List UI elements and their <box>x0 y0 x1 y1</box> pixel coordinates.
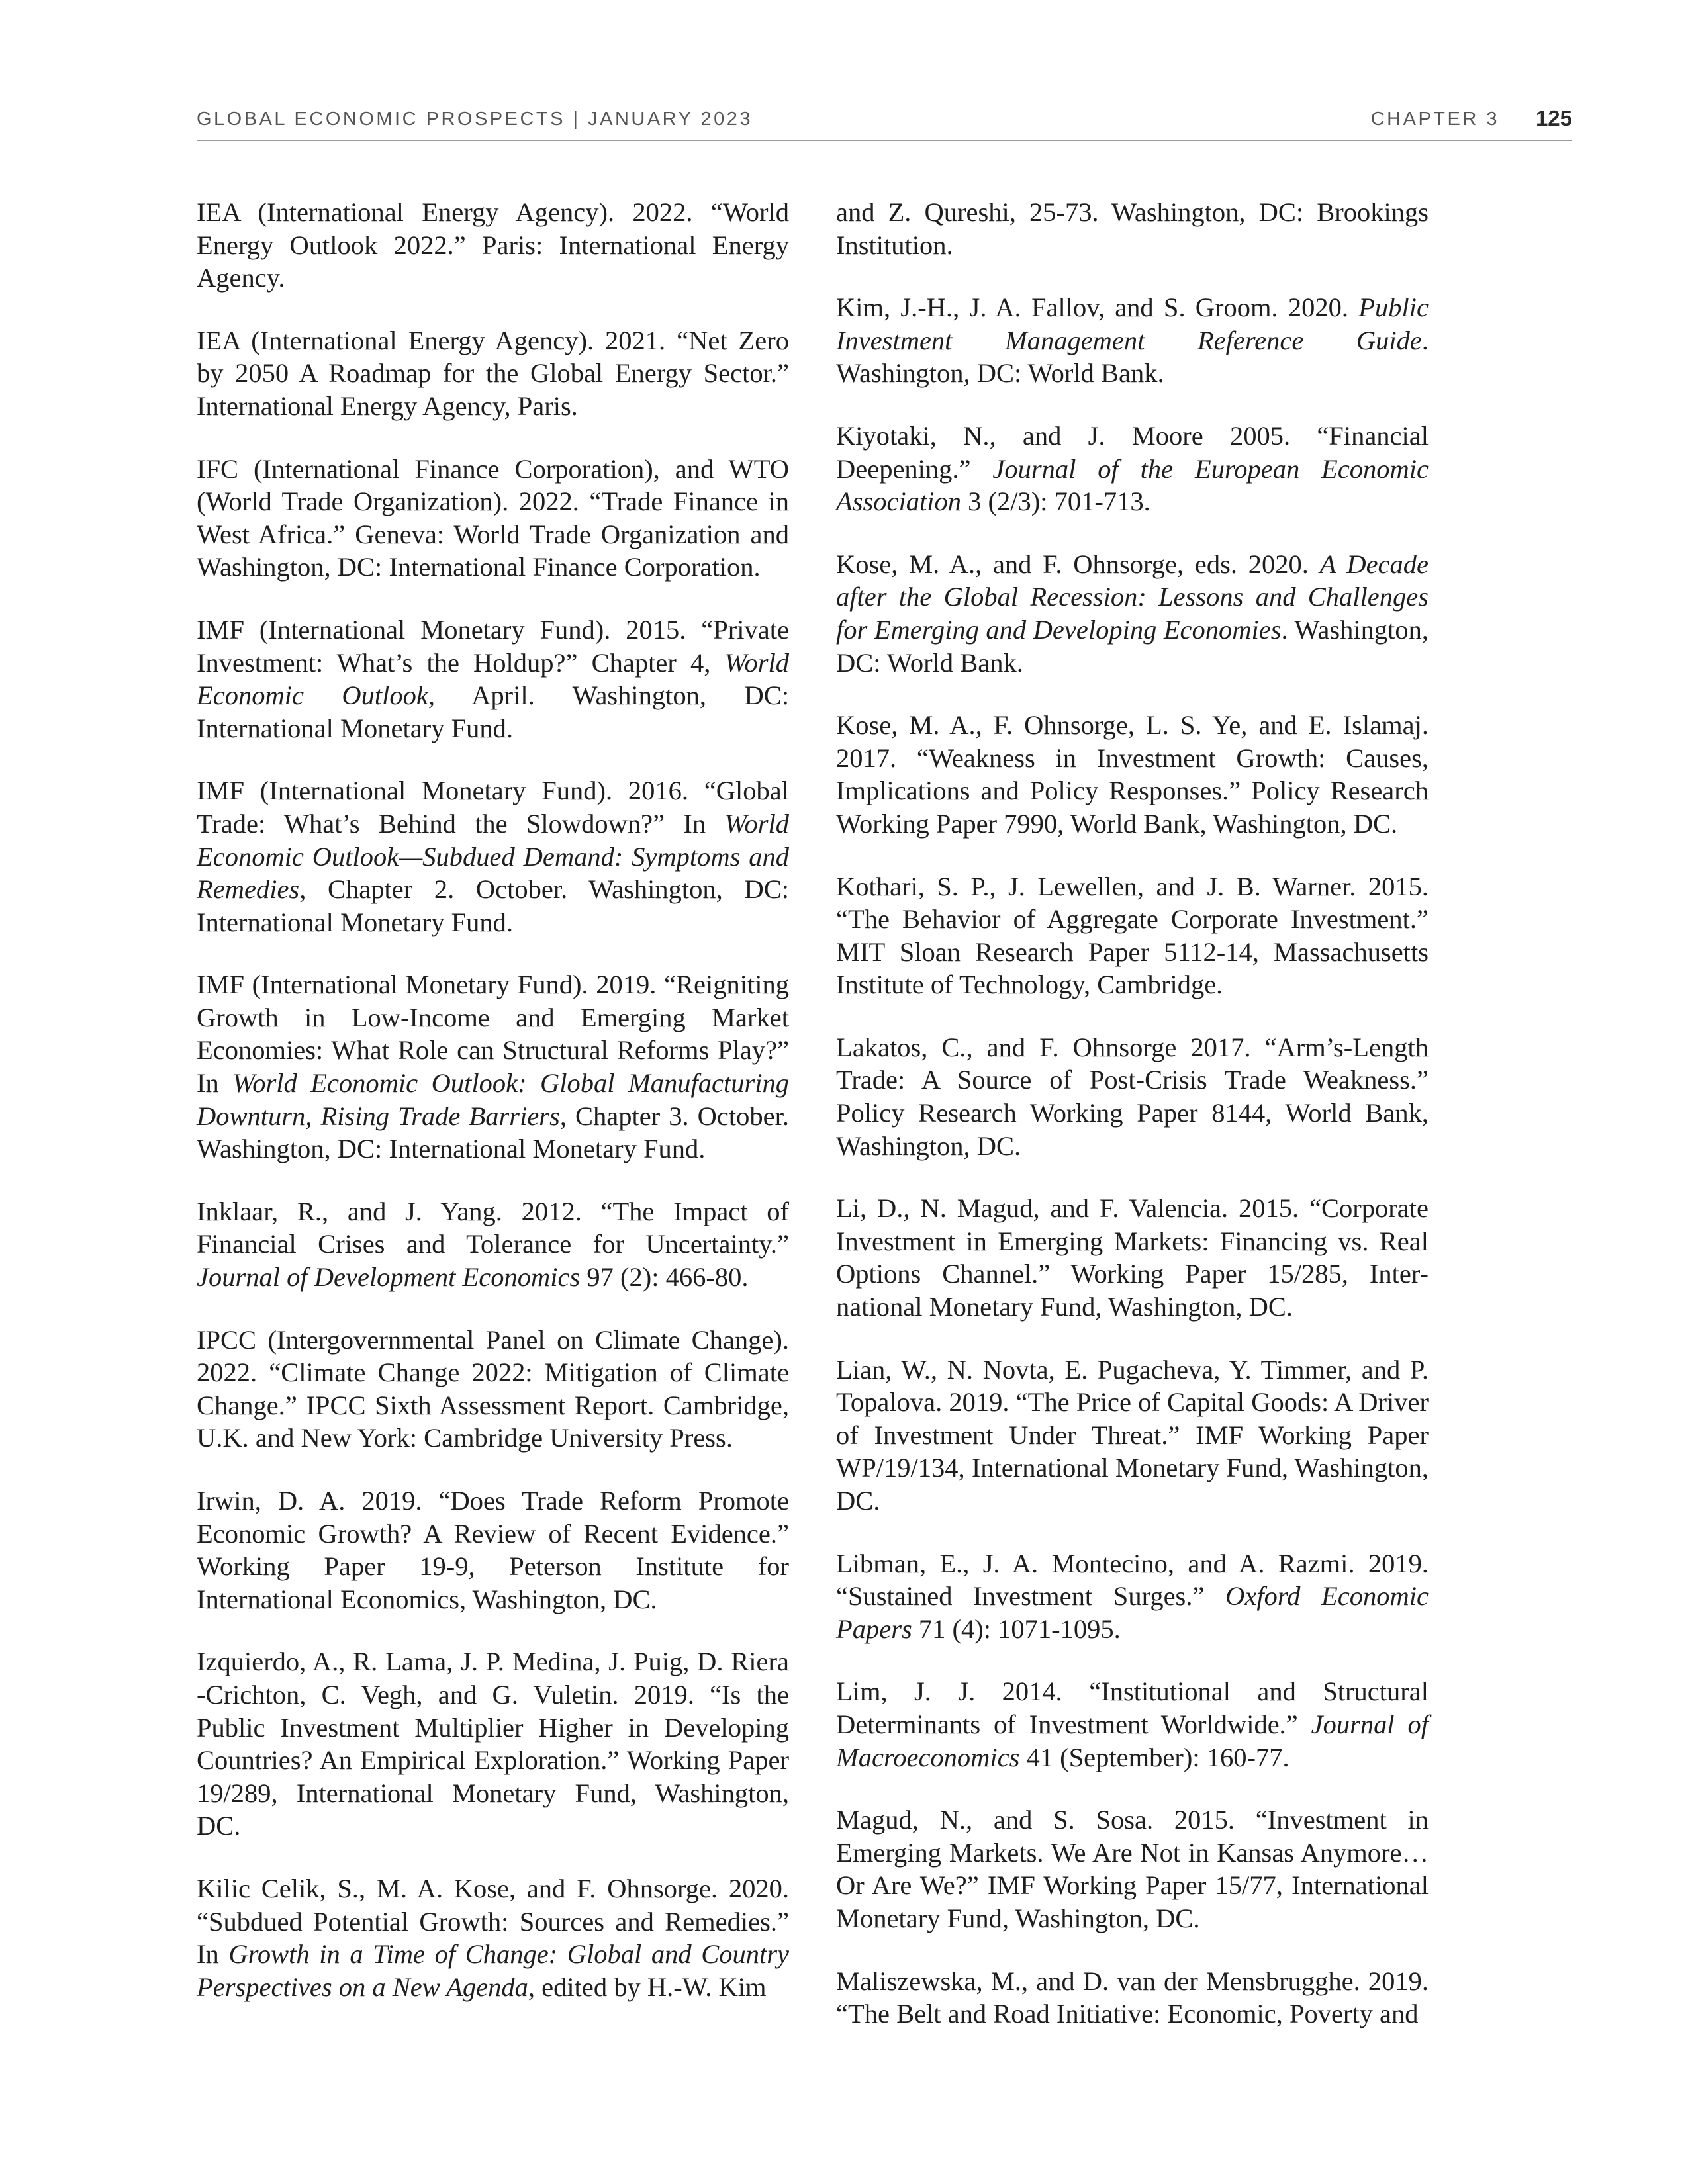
reference-title-italic: A Decade after the Global Recession: Lessons and Challenges for Emerging and Developing Economies <box>836 549 1429 645</box>
reference-entry <box>197 324 789 423</box>
reference-text: , Chapter 3. October. Washington, DC: International Monetary Fund. <box>197 1101 789 1164</box>
reference-text: , edited by H.-W. Kim <box>528 1972 767 2002</box>
publication-title: GLOBAL ECONOMIC PROSPECTS | JANUARY 2023 <box>197 109 753 130</box>
reference-text: , Chapter 2. October. Washington, DC: International Monetary Fund. <box>197 874 789 937</box>
reference-text: IPCC (Intergovernmental Panel on Climate Change). 2022. “Climate Change 2022: Mitigation of Climate Change.” IPCC Sixth Assessment Report. Cambridge, U.K. and New York: Cambridge University Press. <box>197 1324 789 1453</box>
reference-text: Kim, J.-H., J. A. Fallov, and S. Groom. 2020. <box>836 293 1359 323</box>
reference-text: Kilic Celik, S., M. A. Kose, and F. Ohnsorge. 2020. “Subdued Potential Growth: Sources and Remedies.” In <box>197 1873 789 1970</box>
reference-text: Inklaar, R., and J. Yang. 2012. “The Impact of Financial Crises and Tolerance for Uncertainty.” <box>197 1196 789 1259</box>
reference-text: Libman, E., J. A. Montecino, and A. Razmi. 2019. “Sustained Investment Surges.” <box>836 1548 1429 1612</box>
reference-entry <box>197 1324 789 1455</box>
reference-text: IEA (International Energy Agency). 2022. “World Energy Outlook 2022.” Paris: International Energy Agency. <box>197 197 789 293</box>
reference-entry <box>836 291 1429 390</box>
reference-entry <box>836 870 1429 1001</box>
reference-text: IEA (International Energy Agency). 2021. “Net Zero by 2050 A Roadmap for the Global Energy Sector.” International Energy Agency, Paris. <box>197 325 789 421</box>
reference-text: 41 (September): 160-77. <box>1019 1742 1289 1772</box>
reference-entry <box>197 1872 789 2003</box>
reference-title-italic: World Economic Outlook <box>197 647 789 711</box>
reference-text: Lian, W., N. Novta, E. Pugacheva, Y. Timmer, and P. Topalova. 2019. “The Price of Capital Goods: A Driver of Investment Under Threat.” IMF Working Paper WP/19/134, International Monetary Fund, Washington, DC. <box>836 1354 1429 1516</box>
references-left-column <box>197 196 789 2033</box>
reference-entry <box>836 1803 1429 1934</box>
reference-title-italic: Growth in a Time of Change: Global and Country Perspectives on a New Agenda <box>197 1939 789 2002</box>
reference-text: Kose, M. A., and F. Ohnsorge, eds. 2020. <box>836 549 1320 579</box>
header-rule <box>197 140 1572 141</box>
reference-entry <box>197 1484 789 1615</box>
reference-text: IMF (International Monetary Fund). 2016. “Global Trade: What’s Behind the Slowdown?” In <box>197 776 789 839</box>
reference-text: Irwin, D. A. 2019. “Does Trade Reform Promote Economic Growth? A Review of Recent Evidence.” Working Paper 19-9, Peterson Institute for International Economics, Washington, DC. <box>197 1486 789 1614</box>
reference-title-italic: World Economic Outlook: Global Manufacturing Downturn, Rising Trade Barriers <box>197 1068 789 1131</box>
reference-text: and Z. Qureshi, 25-73. Washington, DC: Brookings Institution. <box>836 197 1429 260</box>
reference-entry <box>197 196 789 295</box>
reference-text: IFC (International Finance Corporation), and WTO (World Trade Organization). 2022. “Trade Finance in West Africa.” Geneva: World Trade Organization and Washington, DC: International Finance Corporation. <box>197 453 789 582</box>
reference-text: Kose, M. A., F. Ohnsorge, L. S. Ye, and E. Islamaj. 2017. “Weakness in Investment Growth: Causes, Implications and Policy Responses.” Policy Research Working Paper 7990, World Bank, Washington, DC. <box>836 710 1429 839</box>
reference-text: 3 (2/3): 701-713. <box>961 486 1150 517</box>
reference-entry <box>836 1192 1429 1323</box>
reference-text: . Washington, DC: World Bank. <box>836 614 1429 678</box>
reference-text: . Washington, DC: World Bank. <box>836 325 1429 388</box>
chapter-label: CHAPTER 3 <box>1370 109 1499 130</box>
reference-entry <box>836 1547 1429 1646</box>
reference-text: 97 (2): 466-80. <box>580 1262 749 1293</box>
reference-text: Kothari, S. P., J. Lewellen, and J. B. Warner. 2015. “The Behavior of Aggregate Corporate Investment.” MIT Sloan Research Paper 5112-14, Massachusetts Institute of Technology, Cambridge. <box>836 871 1429 1000</box>
references-right-column <box>836 196 1429 2060</box>
reference-entry <box>836 420 1429 518</box>
reference-text: Izquierdo, A., R. Lama, J. P. Medina, J. Puig, D. Riera -Crichton, C. Vegh, and G. Vuletin. 2019. “Is the Public Investment Multiplier Higher in Developing Countries? An Empirical Exploration.” Working Paper 19/289, International Monetary Fund, Washington, DC. <box>197 1647 789 1841</box>
reference-text: Li, D., N. Magud, and F. Valencia. 2015. “Corporate Investment in Emerging Markets: Financing vs. Real Options Channel.” Working Paper 15/285, Inter-national Monetary Fund, Washington, DC. <box>836 1193 1429 1322</box>
reference-text: Kiyotaki, N., and J. Moore 2005. “Financial Deepening.” <box>836 420 1429 484</box>
reference-text: , April. Washington, DC: International Monetary Fund. <box>197 680 789 743</box>
reference-title-italic: Journal of Macroeconomics <box>836 1709 1429 1772</box>
reference-title-italic: World Economic Outlook—Subdued Demand: Symptoms and Remedies <box>197 808 789 905</box>
reference-text: Lim, J. J. 2014. “Institutional and Structural Determinants of Investment Worldwide.” <box>836 1676 1429 1739</box>
reference-entry <box>197 774 789 938</box>
page-number: 125 <box>1535 106 1572 130</box>
reference-text: IMF (International Monetary Fund). 2015. “Private Investment: What’s the Holdup?” Chapter 4, <box>197 614 789 678</box>
reference-entry <box>197 614 789 745</box>
reference-text: IMF (International Monetary Fund). 2019. “Reigniting Growth in Low-Income and Emerging Market Economies: What Role can Structural Reforms Play?” In <box>197 970 789 1099</box>
reference-entry <box>836 1353 1429 1518</box>
reference-title-italic: Journal of Development Economics <box>197 1262 581 1293</box>
reference-entry <box>197 1645 789 1843</box>
reference-entry <box>836 1965 1429 2030</box>
reference-text: 71 (4): 1071-1095. <box>912 1614 1121 1644</box>
reference-entry <box>197 968 789 1165</box>
reference-text: Lakatos, C., and F. Ohnsorge 2017. “Arm’s-Length Trade: A Source of Post-Crisis Trade Weakness.” Policy Research Working Paper 8144, World Bank, Washington, DC. <box>836 1032 1429 1161</box>
reference-entry <box>197 1195 789 1294</box>
reference-title-italic: Journal of the European Economic Association <box>836 453 1429 517</box>
reference-title-italic: Public Investment Management Reference Guide <box>836 293 1429 355</box>
reference-entry <box>836 1675 1429 1774</box>
running-header <box>197 106 1572 139</box>
reference-title-italic: Oxford Economic Papers <box>836 1581 1429 1644</box>
reference-text: Maliszewska, M., and D. van der Mensbrugghe. 2019. “The Belt and Road Initiative: Economic, Poverty and <box>836 1966 1429 2029</box>
reference-entry <box>836 709 1429 840</box>
reference-entry <box>836 196 1429 261</box>
reference-text: Magud, N., and S. Sosa. 2015. “Investment in Emerging Markets. We Are Not in Kansas Anymore…Or Are We?” IMF Working Paper 15/77, International Monetary Fund, Washington, DC. <box>836 1805 1429 1933</box>
reference-entry <box>836 548 1429 679</box>
reference-entry <box>836 1031 1429 1162</box>
reference-entry <box>197 453 789 584</box>
